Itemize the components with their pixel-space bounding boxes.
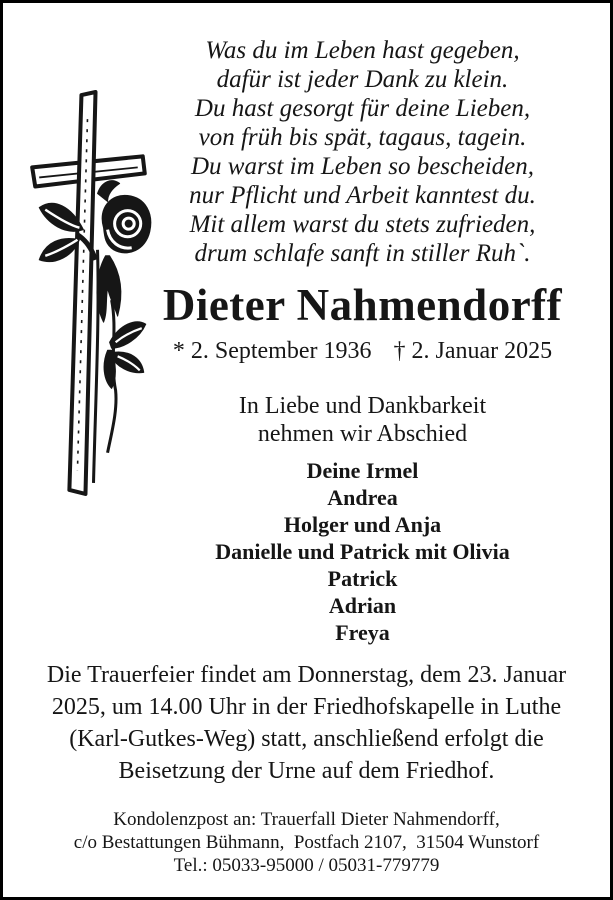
memorial-poem xyxy=(115,36,610,268)
lower-text-column xyxy=(3,659,610,877)
funeral-line: 2025, um 14.00 Uhr in der Friedhofskapelle in Luthe xyxy=(51,694,562,720)
condolence-line: Kondolenzpost an: Trauerfall Dieter Nahmendorff, xyxy=(113,809,500,830)
poem-line: von früh bis spät, tagaus, tagein. xyxy=(198,124,527,151)
life-dates xyxy=(115,337,610,366)
farewell-line: In Liebe und Dankbarkeit xyxy=(238,393,487,419)
funeral-line: Die Trauerfeier findet am Donnerstag, dem 23. Januar xyxy=(46,662,567,688)
poem-line: dafür ist jeder Dank zu klein. xyxy=(216,66,509,93)
farewell-statement xyxy=(115,392,610,448)
condolence-line: c/o Bestattungen Bühmann, Postfach 2107, 31504 Wunstorf xyxy=(73,832,540,853)
poem-line: drum schlafe sanft in stiller Ruh`. xyxy=(194,240,531,267)
birth-date: * 2. September 1936 xyxy=(172,338,372,364)
death-date: † 2. Januar 2025 xyxy=(393,338,553,364)
mourner-name: Andrea xyxy=(327,485,398,510)
poem-line: nur Pflicht und Arbeit kanntest du. xyxy=(189,182,536,209)
mourner-name: Danielle und Patrick mit Olivia xyxy=(215,539,510,564)
deceased-name: Dieter Nahmendorff xyxy=(162,280,563,330)
condolence-address xyxy=(3,808,610,877)
poem-line: Du warst im Leben so bescheiden, xyxy=(190,153,535,180)
mourner-name: Patrick xyxy=(327,566,398,591)
funeral-line: (Karl-Gutkes-Weg) statt, anschließend erfolgt die xyxy=(69,726,544,752)
cross-with-roses-icon xyxy=(27,89,158,503)
poem-line: Mit allem warst du stets zufrieden, xyxy=(189,211,536,238)
mourner-name: Holger und Anja xyxy=(283,512,442,537)
cross-beam xyxy=(69,92,95,494)
funeral-line: Beisetzung der Urne auf dem Friedhof. xyxy=(118,758,495,784)
mourner-name: Deine Irmel xyxy=(306,458,419,483)
poem-line: Du hast gesorgt für deine Lieben, xyxy=(194,95,531,122)
condolence-line: Tel.: 05033-95000 / 05031-779779 xyxy=(173,855,440,876)
mourner-name: Freya xyxy=(335,620,390,645)
farewell-line: nehmen wir Abschied xyxy=(257,421,468,447)
mourner-name: Adrian xyxy=(328,593,397,618)
funeral-details xyxy=(3,659,610,787)
mourners-list xyxy=(115,457,610,646)
poem-line: Was du im Leben hast gegeben, xyxy=(205,37,520,64)
